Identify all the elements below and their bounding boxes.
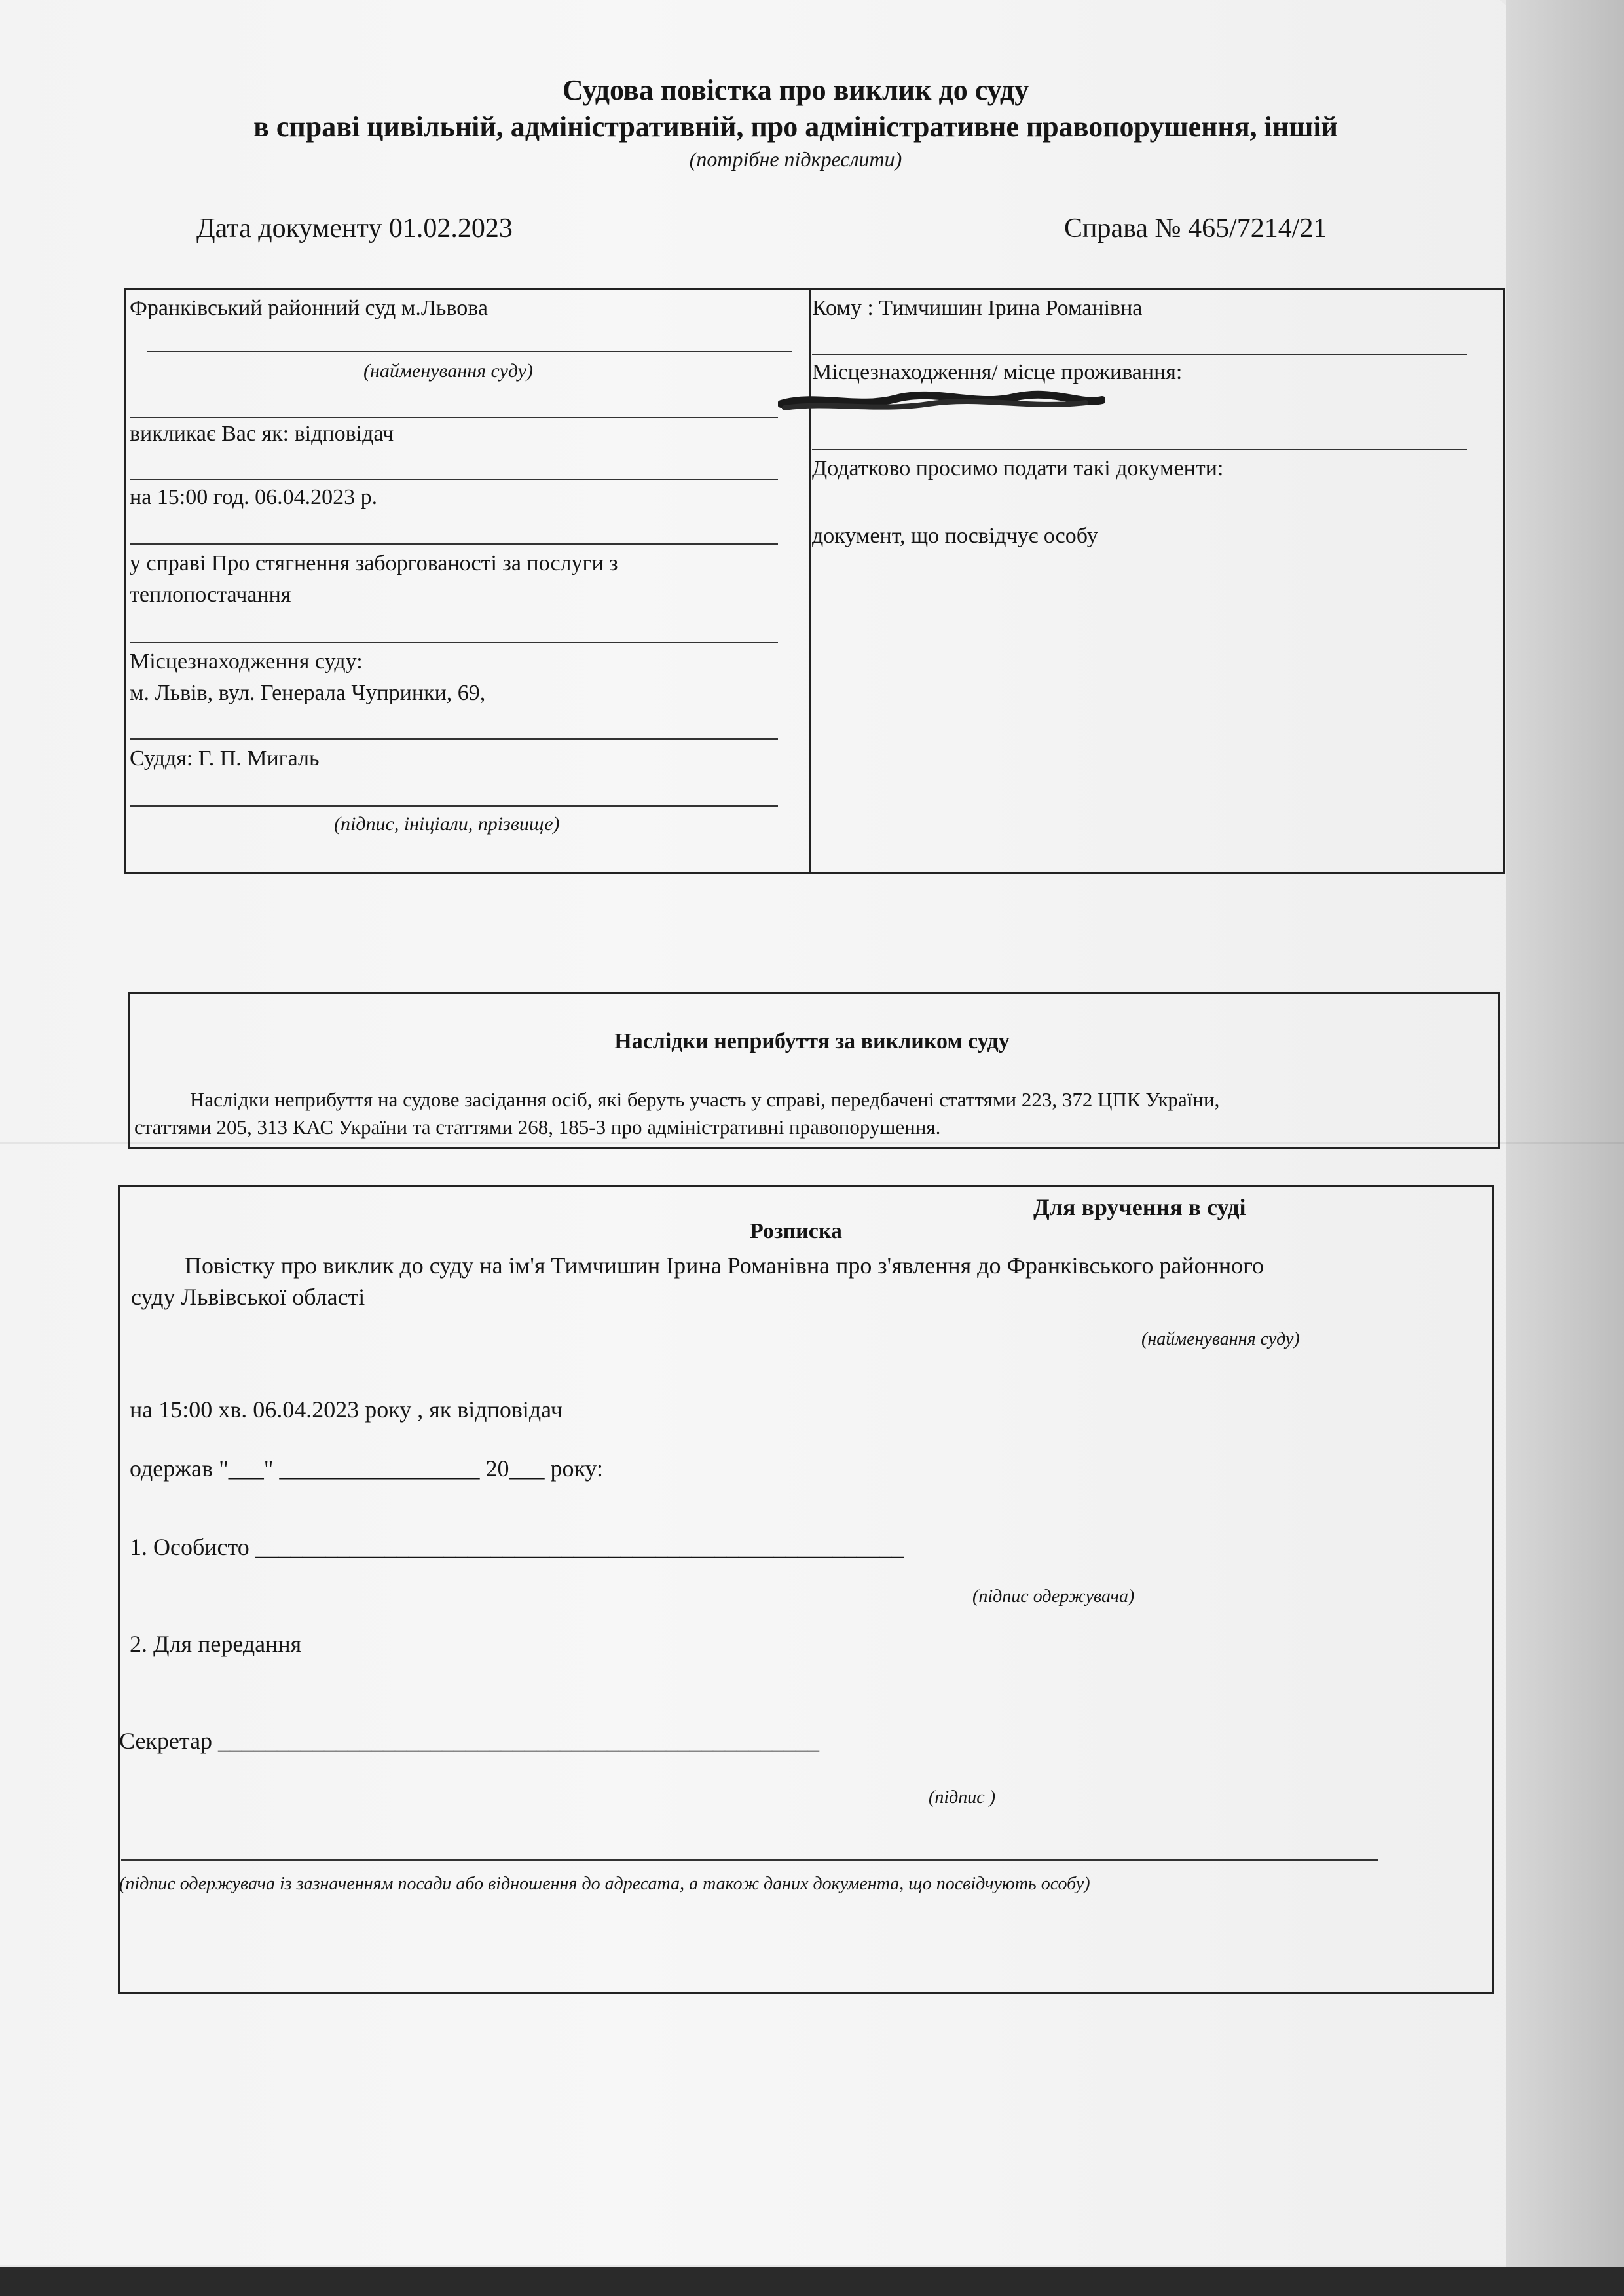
court-location-address: м. Львів, вул. Генерала Чупринки, 69,	[130, 681, 486, 705]
recipient-name: Кому : Тимчишин Ірина Романівна	[812, 296, 1143, 320]
consequences-text-line2: статтями 205, 313 КАС України та статтями 268, 185-3 про адміністративні правопорушення.	[134, 1116, 941, 1139]
separator-line	[130, 642, 778, 643]
recipient-location-label: Місцезнаходження/ місце проживання:	[812, 360, 1183, 384]
case-subject-line2: теплопостачання	[130, 583, 291, 607]
summons-table-divider	[809, 288, 811, 874]
recipient-signature-caption: (підпис одержувача із зазначенням посади або відношення до адресата, а також даних документа, що посвідчують особу)	[119, 1874, 1090, 1894]
for-transfer-label: 2. Для передання	[130, 1631, 302, 1657]
recipient-signature-line	[121, 1859, 1378, 1861]
document-title: Судова повістка про виклик до суду	[562, 74, 1029, 106]
address-underline	[812, 449, 1467, 450]
separator-line	[130, 417, 778, 418]
judge-caption: (підпис, ініціали, прізвище)	[334, 813, 560, 835]
personally-signature-line: 1. Особисто _______________________________________________________	[130, 1534, 904, 1560]
scanner-bottom-edge	[0, 2267, 1624, 2296]
consequences-text-line1: Наслідки неприбуття на судове засідання осіб, які беруть участь у справі, передбачені статтями 223, 372 ЦПК України,	[190, 1088, 1220, 1111]
judge-signature-line	[130, 805, 778, 807]
delivery-label: Для вручення в суді	[1033, 1194, 1246, 1220]
paper-edge-shadow	[1506, 0, 1624, 2296]
court-name-underline	[147, 351, 792, 352]
document-title-note: (потрібне підкреслити)	[689, 147, 902, 171]
secretary-signature-line: Секретар ___________________________________________________	[119, 1728, 820, 1754]
case-number: Справа № 465/7214/21	[1064, 213, 1327, 244]
court-name-caption: (найменування суду)	[363, 360, 533, 382]
consequences-title: Наслідки неприбуття за викликом суду	[614, 1029, 1010, 1053]
case-subject-line1: у справі Про стягнення заборгованості за послуги з	[130, 551, 618, 575]
personally-caption: (підпис одержувача)	[972, 1586, 1135, 1607]
document-subtitle: в справі цивільній, адміністративній, про адміністративне правопорушення, іншій	[253, 111, 1338, 143]
hearing-time: на 15:00 год. 06.04.2023 р.	[130, 485, 378, 509]
receipt-text-line1: Повістку про виклик до суду на ім'я Тимчишин Ірина Романівна про з'явлення до Франківського районного	[185, 1252, 1264, 1279]
separator-line	[130, 479, 778, 480]
receipt-hearing-line: на 15:00 хв. 06.04.2023 року , як відповідач	[130, 1396, 563, 1423]
separator-line	[130, 738, 778, 740]
summoned-as: викликає Вас як: відповідач	[130, 422, 394, 446]
redacted-address-scribble	[778, 390, 1105, 413]
document-date: Дата документу 01.02.2023	[196, 213, 513, 244]
extra-docs-value: документ, що посвідчує особу	[812, 524, 1098, 548]
court-name: Франківський районний суд м.Львова	[130, 296, 488, 320]
extra-docs-label: Додатково просимо подати такі документи:	[812, 456, 1224, 481]
receipt-text-line2: суду Львівської області	[131, 1284, 365, 1310]
receipt-court-caption: (найменування суду)	[1141, 1329, 1300, 1349]
separator-line	[130, 543, 778, 545]
recipient-underline	[812, 354, 1467, 355]
received-date-line: одержав "___" _________________ 20___ року:	[130, 1455, 604, 1482]
secretary-caption: (підпис )	[929, 1787, 996, 1808]
receipt-title: Розписка	[750, 1219, 842, 1243]
judge: Суддя: Г. П. Мигаль	[130, 746, 320, 771]
court-location-label: Місцезнаходження суду:	[130, 649, 363, 674]
